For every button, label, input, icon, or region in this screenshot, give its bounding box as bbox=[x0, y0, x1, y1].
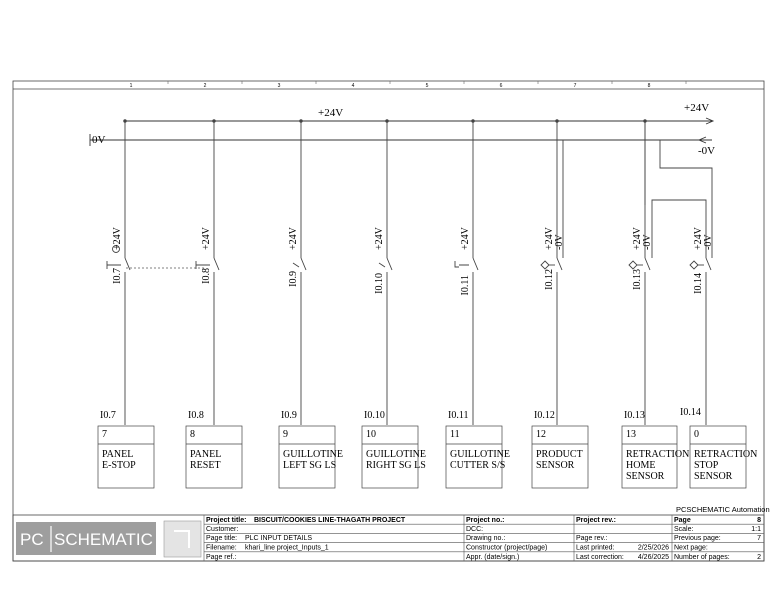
terminal-description: E-STOP bbox=[102, 460, 136, 471]
terminal-description: RETRACTION bbox=[626, 449, 690, 460]
contact-address-label: I0.10 bbox=[374, 273, 385, 294]
dcc-label: DCC: bbox=[466, 526, 484, 533]
plus-24v-label: +24V bbox=[318, 107, 344, 119]
title-block bbox=[13, 505, 770, 561]
terminal-address: I0.11 bbox=[448, 410, 469, 421]
scale-label: Scale: bbox=[674, 526, 694, 533]
limit-switch-actuator-icon bbox=[293, 263, 299, 267]
channel-7 bbox=[98, 120, 154, 488]
column-number: 7 bbox=[573, 83, 577, 89]
terminal-description: LEFT SG LS bbox=[283, 460, 337, 471]
channel-13 bbox=[622, 120, 689, 488]
terminal-number: 0 bbox=[694, 429, 699, 440]
contact-supply-label: +24V bbox=[544, 227, 555, 250]
input-channels bbox=[98, 120, 757, 488]
column-number: 5 bbox=[425, 83, 429, 89]
proximity-sensor-icon bbox=[629, 261, 637, 269]
filename-value: khari_line project_Inputs_1 bbox=[245, 544, 329, 552]
terminal-address: I0.7 bbox=[100, 410, 116, 421]
column-number: 3 bbox=[277, 83, 281, 89]
company-name: PCSCHEMATIC Automation bbox=[676, 505, 770, 514]
contact-zero-label: -0V bbox=[703, 234, 714, 250]
previous-page-label: Previous page: bbox=[674, 535, 721, 542]
drawing-no-label: Drawing no.: bbox=[466, 535, 506, 542]
channel-10 bbox=[362, 120, 426, 488]
drawing-frame bbox=[13, 81, 764, 561]
project-title-value: BISCUIT/COOKIES LINE-THAGATH PROJECT bbox=[254, 517, 406, 524]
contact-supply-label: +24V bbox=[201, 227, 212, 250]
scale-value: 1:1 bbox=[751, 526, 761, 533]
column-markers bbox=[130, 81, 686, 89]
page-value: 8 bbox=[757, 517, 761, 524]
project-rev-label: Project rev.: bbox=[576, 517, 616, 524]
channel-12 bbox=[532, 120, 588, 488]
number-of-pages-value: 2 bbox=[757, 554, 761, 561]
terminal-description: PRODUCT bbox=[536, 449, 583, 460]
page-label: Page bbox=[674, 517, 691, 524]
zero-v-label: 0V bbox=[92, 134, 106, 146]
terminal-description: PANEL bbox=[190, 449, 222, 460]
channel-9 bbox=[279, 120, 343, 488]
terminal-address: I0.12 bbox=[534, 410, 555, 421]
channel-0 bbox=[680, 205, 757, 488]
junction-dot bbox=[124, 120, 127, 123]
contact-address-label: I0.9 bbox=[288, 271, 299, 287]
terminal-description: STOP bbox=[694, 460, 719, 471]
terminal-number: 12 bbox=[536, 429, 546, 440]
contact-address-label: I0.13 bbox=[632, 269, 643, 290]
contact-supply-label: +24V bbox=[632, 227, 643, 250]
contact-blade bbox=[557, 258, 562, 270]
proximity-sensor-icon bbox=[541, 261, 549, 269]
contact-supply-label: +24V bbox=[112, 227, 123, 250]
page-rev-label: Page rev.: bbox=[576, 535, 608, 542]
terminal-description: SENSOR bbox=[536, 460, 575, 471]
contact-blade bbox=[706, 258, 711, 270]
contact-address-label: I0.11 bbox=[460, 275, 471, 296]
contact-zero-label: -0V bbox=[642, 234, 653, 250]
contact-supply-label: +24V bbox=[460, 227, 471, 250]
contact-address-label: I0.14 bbox=[693, 273, 704, 294]
column-number: 8 bbox=[647, 83, 651, 89]
terminal-number: 8 bbox=[190, 429, 195, 440]
column-number: 1 bbox=[129, 83, 133, 89]
contact-blade bbox=[214, 258, 219, 270]
junction-dot bbox=[556, 120, 559, 123]
terminal-description: RESET bbox=[190, 460, 221, 471]
terminal-address: I0.8 bbox=[188, 410, 204, 421]
contact-zero-label: -0V bbox=[554, 234, 565, 250]
logo bbox=[16, 521, 201, 557]
project-title-label: Project title: bbox=[206, 517, 247, 524]
contact-blade bbox=[387, 258, 392, 270]
filename-label: Filename: bbox=[206, 544, 237, 552]
customer-label: Customer: bbox=[206, 526, 239, 533]
plus-feed bbox=[652, 200, 706, 205]
contact-address-label: I0.7 bbox=[112, 268, 123, 284]
junction-dot bbox=[386, 120, 389, 123]
terminal-description: CUTTER S/S bbox=[450, 460, 506, 471]
next-page-label: Next page: bbox=[674, 544, 708, 552]
terminal-number: 11 bbox=[450, 429, 460, 440]
channel-8 bbox=[186, 120, 242, 488]
proximity-sensor-icon bbox=[690, 261, 698, 269]
channel-11 bbox=[446, 120, 510, 488]
contact-blade bbox=[473, 258, 478, 270]
terminal-description: GUILLOTINE bbox=[450, 449, 510, 460]
terminal-number: 13 bbox=[626, 429, 636, 440]
column-number: 6 bbox=[499, 83, 503, 89]
logo-text-right: SCHEMATIC bbox=[54, 530, 153, 549]
approval-label: Appr. (date/sign.) bbox=[466, 554, 520, 561]
terminal-address: I0.13 bbox=[624, 410, 645, 421]
terminal-description: PANEL bbox=[102, 449, 134, 460]
terminal-description: RIGHT SG LS bbox=[366, 460, 426, 471]
terminal-number: 10 bbox=[366, 429, 376, 440]
junction-dot bbox=[213, 120, 216, 123]
contact-address-label: I0.12 bbox=[544, 269, 555, 290]
page-title-value: PLC INPUT DETAILS bbox=[245, 535, 313, 542]
terminal-description: SENSOR bbox=[694, 471, 733, 482]
terminal-address: I0.10 bbox=[364, 410, 385, 421]
previous-page-value: 7 bbox=[757, 535, 761, 542]
terminal-description: RETRACTION bbox=[694, 449, 758, 460]
last-printed-label: Last printed: bbox=[576, 544, 615, 552]
contact-blade bbox=[301, 258, 306, 270]
contact-supply-label: +24V bbox=[374, 227, 385, 250]
terminal-description: GUILLOTINE bbox=[283, 449, 343, 460]
last-printed-value: 2/25/2026 bbox=[637, 544, 669, 552]
page-ref-label: Page ref.: bbox=[206, 554, 237, 561]
logo-square bbox=[164, 521, 201, 557]
retraction-feed-wires bbox=[645, 121, 712, 205]
terminal-description: SENSOR bbox=[626, 471, 665, 482]
estop-actuator bbox=[107, 261, 121, 269]
power-rails bbox=[90, 118, 713, 146]
constructor-label: Constructor (project/page) bbox=[466, 544, 548, 552]
terminal-address: I0.9 bbox=[281, 410, 297, 421]
limit-switch-actuator-icon bbox=[379, 263, 385, 267]
column-number: 4 bbox=[351, 83, 355, 89]
page-title-label: Page title: bbox=[206, 535, 238, 542]
terminal-number: 7 bbox=[102, 429, 107, 440]
column-number: 2 bbox=[203, 83, 207, 89]
junction-dot bbox=[300, 120, 303, 123]
plus-24v-right-label: +24V bbox=[684, 102, 710, 114]
contact-address-label: I0.8 bbox=[201, 268, 212, 284]
last-correction-value: 4/26/2025 bbox=[637, 554, 669, 561]
contact-blade bbox=[645, 258, 650, 270]
terminal-address: I0.14 bbox=[680, 407, 701, 418]
terminal-description: GUILLOTINE bbox=[366, 449, 426, 460]
number-of-pages-label: Number of pages: bbox=[674, 554, 730, 561]
zero-v-right-label: -0V bbox=[698, 145, 716, 157]
junction-dot bbox=[472, 120, 475, 123]
terminal-description: HOME bbox=[626, 460, 656, 471]
selector-switch-icon bbox=[455, 261, 469, 267]
contact-supply-label: +24V bbox=[693, 227, 704, 250]
terminal-number: 9 bbox=[283, 429, 288, 440]
contact-supply-label: +24V bbox=[288, 227, 299, 250]
last-correction-label: Last correction: bbox=[576, 554, 624, 561]
project-no-label: Project no.: bbox=[466, 517, 505, 524]
logo-text-left: PC bbox=[20, 530, 44, 549]
